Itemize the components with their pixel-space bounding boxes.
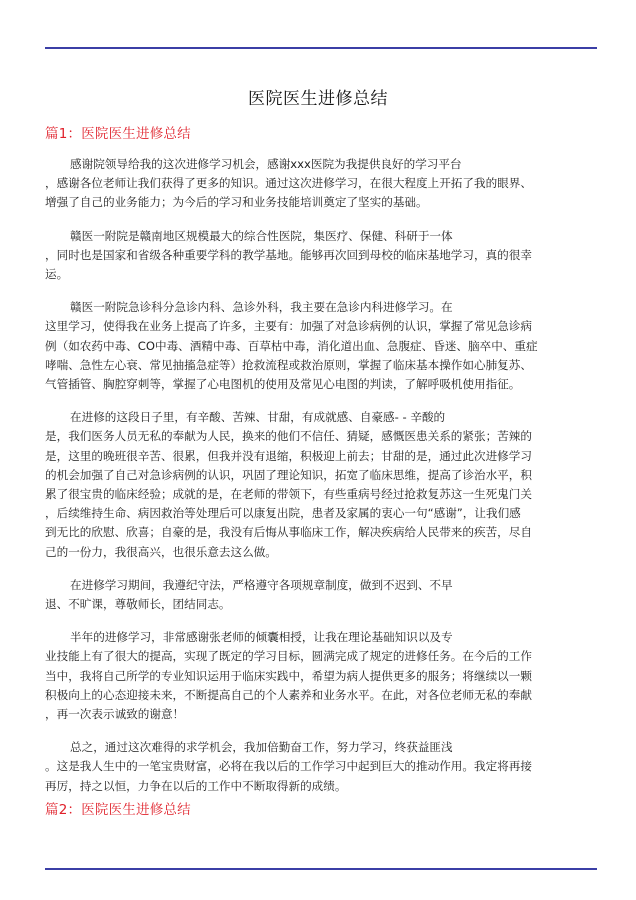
paragraph-line: 半年的进修学习，非常感谢张老师的倾囊相授，让我在理论基础知识以及专 <box>70 630 453 645</box>
paragraph-line: 感谢院领导给我的这次进修学习机会，感谢xxx医院为我提供良好的学习平台 <box>70 157 462 171</box>
section-heading-2: 篇2：医院医生进修总结 <box>45 802 191 818</box>
paragraph-line: ，感谢各位老师让我们获得了更多的知识。通过这次进修学习，在很大程度上开拓了我的眼界、 <box>45 176 532 191</box>
paragraph-line: ，后续维持生命、病因救治等处理后可以康复出院，患者及家属的衷心一句“感谢”，让我们感 <box>45 506 521 521</box>
paragraph-line: 总之，通过这次难得的求学机会，我加倍勤奋工作，努力学习，终获益匪浅 <box>70 740 453 755</box>
paragraph-line: 赣医一附院是赣南地区规模最大的综合性医院，集医疗、保健、科研于一体 <box>70 228 453 243</box>
paragraph-line: 。这是我人生中的一笔宝贵财富，必将在我以后的工作学习中起到巨大的推动作用。我定将再接 <box>45 759 532 774</box>
section-heading-1: 篇1：医院医生进修总结 <box>45 126 191 142</box>
paragraph-line: 在进修学习期间，我遵纪守法，严格遵守各项规章制度，做到不迟到、不早 <box>70 577 453 592</box>
paragraph-4 <box>45 408 597 562</box>
paragraph-line: ，同时也是国家和省级各种重要学科的教学基地。能够再次回到母校的临床基地学习，真的很幸 <box>45 247 532 262</box>
paragraph-line: 这里学习，使得我在业务上提高了许多，主要有：加强了对急诊病例的认识，掌握了常见急诊病 <box>45 319 532 334</box>
footer-rule <box>45 868 597 870</box>
paragraph-line: ，再一次表示诚致的谢意！ <box>45 707 185 722</box>
paragraph-line: 到无比的欣慰、欣喜；自豪的是，我没有后悔从事临床工作，解决疾病给人民带来的疾苦，尽自 <box>45 525 532 540</box>
paragraph-5 <box>45 576 597 614</box>
paragraph-line: 是，这里的晚班很辛苦、很累，但我并没有退缩，积极迎上前去；甘甜的是，通过此次进修学习 <box>45 448 532 463</box>
paragraph-line: 增强了自己的业务能力；为今后的学习和业务技能培训奠定了坚实的基础。 <box>45 195 428 210</box>
paragraph-6 <box>45 628 597 724</box>
paragraph-line: 退、不旷课，尊敬师长，团结同志。 <box>45 597 231 612</box>
paragraph-7 <box>45 738 597 796</box>
paragraph-line: 赣医一附院急诊科分急诊内科、急诊外科，我主要在急诊内科进修学习。在 <box>70 300 453 315</box>
paragraph-line: 业技能上有了很大的提高，实现了既定的学习目标，圆满完成了规定的进修任务。在今后的工作 <box>45 649 532 664</box>
paragraph-line: 累了很宝贵的临床经验；成就的是，在老师的带领下，有些重病号经过抢救复苏这一生死鬼门关 <box>45 487 532 502</box>
paragraph-1 <box>45 155 597 213</box>
paragraph-2 <box>45 227 597 285</box>
paragraph-line: 运。 <box>45 267 69 282</box>
section-1-body <box>45 155 597 810</box>
paragraph-line: 例（如农药中毒、CO中毒、酒精中毒、百草枯中毒，消化道出血、急腹症、昏迷、脑卒中、重症 <box>45 338 538 353</box>
header-rule <box>45 47 597 49</box>
paragraph-line: 当中，我将自己所学的专业知识运用于临床实践中，希望为病人提供更多的服务；将继续以一颗 <box>45 668 532 683</box>
paragraph-line: 的机会加强了自己对急诊病例的认识，巩固了理论知识，拓宽了临床思维，提高了诊治水平，积 <box>45 467 532 482</box>
paragraph-line: 再厉，持之以恒，力争在以后的工作中不断取得新的成绩。 <box>45 778 347 793</box>
paragraph-line: 在进修的这段日子里，有辛酸、苦辣、甘甜，有成就感、自豪感- - 辛酸的 <box>70 410 446 425</box>
paragraph-line: 气管插管、胸腔穿刺等，掌握了心电图机的使用及常见心电图的判读，了解呼吸机使用指征。 <box>45 377 521 392</box>
document-title: 医院医生进修总结 <box>248 89 388 109</box>
paragraph-3 <box>45 298 597 394</box>
paragraph-line: 是，我们医务人员无私的奉献为人民，换来的他们不信任、猜疑，感慨医患关系的紧张；苦辣的 <box>45 429 532 444</box>
paragraph-line: 积极向上的心态迎接未来，不断提高自己的个人素养和业务水平。在此，对各位老师无私的奉献 <box>45 687 532 702</box>
paragraph-line: 哮喘、急性左心衰、常见抽搐急症等）抢救流程或救治原则，掌握了临床基本操作如心肺复苏、 <box>45 357 532 372</box>
paragraph-line: 己的一份力，我很高兴，也很乐意去这么做。 <box>45 544 277 559</box>
